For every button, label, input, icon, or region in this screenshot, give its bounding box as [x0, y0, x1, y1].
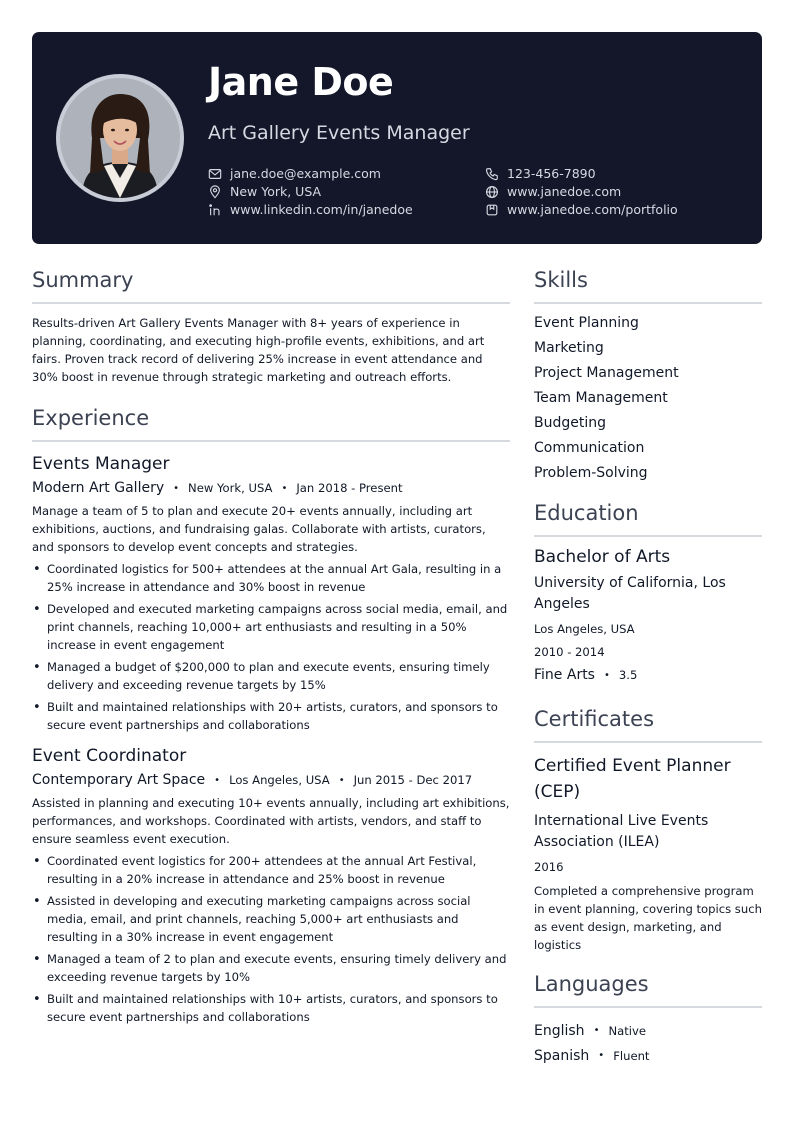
skill-item: Project Management: [534, 365, 679, 381]
job-location: New York, USA: [188, 481, 273, 495]
language-item: [534, 1018, 762, 1043]
contact-portfolio-text: www.janedoe.com/portfolio: [507, 202, 678, 217]
education-dates: 2010 - 2014: [534, 645, 605, 659]
contact-location-text: New York, USA: [230, 184, 322, 199]
languages-section: [534, 972, 762, 1068]
email-icon: [208, 167, 222, 181]
achievement-item: • Developed and executed marketing campaigns across social media, email, and print channels, reaching 10,000+ art enthusiasts and resulting in a 50% increase in event engagement: [32, 600, 510, 654]
certificate-issuer: International Live Events Association (ILEA): [534, 813, 709, 850]
education-section: [534, 501, 762, 683]
resume-header: [32, 32, 762, 244]
contact-email[interactable]: [208, 166, 381, 181]
job-description: Assisted in planning and executing 10+ events annually, including art exhibitions, performances, and workshops. Coordinated with artists, vendors, and staff to ensure seamless event execution.: [32, 796, 510, 846]
language-name: English: [534, 1022, 585, 1039]
experience-entry: [32, 454, 510, 734]
skill-item: Problem-Solving: [534, 465, 648, 481]
separator-dot: •: [281, 482, 288, 494]
profile-photo: [56, 74, 184, 202]
main-column: [32, 268, 510, 1030]
skill-item: Event Planning: [534, 315, 639, 331]
certificate-name: Certified Event Planner (CEP): [534, 756, 731, 802]
contact-portfolio[interactable]: [485, 202, 678, 217]
job-company: Modern Art Gallery: [32, 480, 165, 496]
contact-location: [208, 184, 321, 199]
contact-phone-text: 123-456-7890: [507, 166, 596, 181]
skills-heading: Skills: [534, 268, 762, 304]
skill-item: Team Management: [534, 390, 668, 406]
achievement-item: • Managed a team of 2 to plan and execute events, ensuring timely delivery and exceeding revenue targets by 10%: [32, 950, 510, 986]
language-name: Spanish: [534, 1047, 590, 1064]
language-item: [534, 1043, 762, 1068]
skills-section: [534, 268, 762, 489]
linkedin-icon: [208, 203, 222, 217]
separator-dot: •: [598, 1050, 605, 1061]
separator-dot: •: [214, 774, 221, 786]
job-achievements: [32, 852, 510, 1026]
achievement-item: • Built and maintained relationships with 10+ artists, curators, and sponsors to secure event partnerships and collaborations: [32, 990, 510, 1026]
contact-email-text: jane.doe@example.com: [230, 166, 381, 181]
summary-text: Results-driven Art Gallery Events Manager with 8+ years of experience in planning, coordinating, and executing high-profile events, exhibitions, and art fairs. Proven track record of delivering 25% increase in event attendance and 30% boost in revenue through strategic marketing and outreach efforts.: [32, 316, 485, 384]
location-icon: [208, 185, 222, 199]
job-achievements: [32, 560, 510, 734]
certificates-section: [534, 707, 762, 954]
job-dates: Jun 2015 - Dec 2017: [353, 773, 473, 787]
experience-heading: Experience: [32, 406, 510, 442]
separator-dot: •: [593, 1025, 600, 1036]
globe-icon: [485, 185, 499, 199]
separator-dot: •: [338, 774, 345, 786]
sidebar-column: [534, 268, 762, 1068]
candidate-title: Art Gallery Events Manager: [208, 122, 470, 144]
education-heading: Education: [534, 501, 762, 537]
summary-heading: Summary: [32, 268, 510, 304]
separator-dot: •: [603, 669, 610, 681]
job-dates: Jan 2018 - Present: [296, 481, 403, 495]
education-location: Los Angeles, USA: [534, 622, 635, 636]
certificates-heading: Certificates: [534, 707, 762, 743]
achievement-item: • Built and maintained relationships with 20+ artists, curators, and sponsors to secure event partnerships and collaborations: [32, 698, 510, 734]
education-degree: Bachelor of Arts: [534, 547, 671, 567]
contact-website-text: www.janedoe.com: [507, 184, 622, 199]
achievement-item: • Managed a budget of $200,000 to plan and execute events, ensuring timely delivery and exceeding revenue targets by 15%: [32, 658, 510, 694]
portrait-image: [60, 78, 180, 198]
experience-entry: [32, 746, 510, 1026]
skill-item: Budgeting: [534, 415, 607, 431]
achievement-item: • Coordinated logistics for 500+ attendees at the annual Art Gala, resulting in a 25% increase in attendance and 30% boost in revenue: [32, 560, 510, 596]
phone-icon: [485, 167, 499, 181]
job-location: Los Angeles, USA: [229, 773, 330, 787]
languages-heading: Languages: [534, 972, 762, 1008]
job-meta: [32, 772, 510, 788]
job-title: Event Coordinator: [32, 746, 187, 766]
contact-linkedin[interactable]: [208, 202, 413, 217]
education-field: Fine Arts: [534, 667, 595, 683]
separator-dot: •: [173, 482, 180, 494]
candidate-name: Jane Doe: [208, 60, 394, 104]
language-level: Fluent: [613, 1048, 650, 1063]
language-level: Native: [608, 1023, 647, 1038]
education-field-row: [534, 667, 762, 683]
skill-item: Marketing: [534, 340, 604, 356]
contact-website[interactable]: [485, 184, 621, 199]
certificate-description: Completed a comprehensive program in event planning, covering topics such as event design, marketing, and logistics: [534, 884, 762, 952]
contact-phone[interactable]: [485, 166, 596, 181]
portfolio-icon: [485, 203, 499, 217]
contact-linkedin-text: www.linkedin.com/in/janedoe: [230, 202, 413, 217]
achievement-item: • Assisted in developing and executing marketing campaigns across social media, email, and print channels, reaching 5,000+ art enthusiasts and resulting in a 30% increase in event engagement: [32, 892, 510, 946]
education-school: University of California, Los Angeles: [534, 575, 726, 612]
experience-section: [32, 406, 510, 1026]
skill-item: Communication: [534, 440, 645, 456]
education-gpa: 3.5: [618, 668, 638, 682]
achievement-item: • Coordinated event logistics for 200+ attendees at the annual Art Festival, resulting in a 20% increase in attendance and 25% boost in revenue: [32, 852, 510, 888]
job-meta: [32, 480, 510, 496]
job-company: Contemporary Art Space: [32, 772, 206, 788]
certificate-year: 2016: [534, 860, 564, 874]
job-title: Events Manager: [32, 454, 170, 474]
summary-section: [32, 268, 510, 386]
job-description: Manage a team of 5 to plan and execute 20+ events annually, including art exhibitions, auctions, and fundraising galas. Collaborate with artists, curators, and sponsors to develop event concepts and strategies.: [32, 504, 486, 554]
